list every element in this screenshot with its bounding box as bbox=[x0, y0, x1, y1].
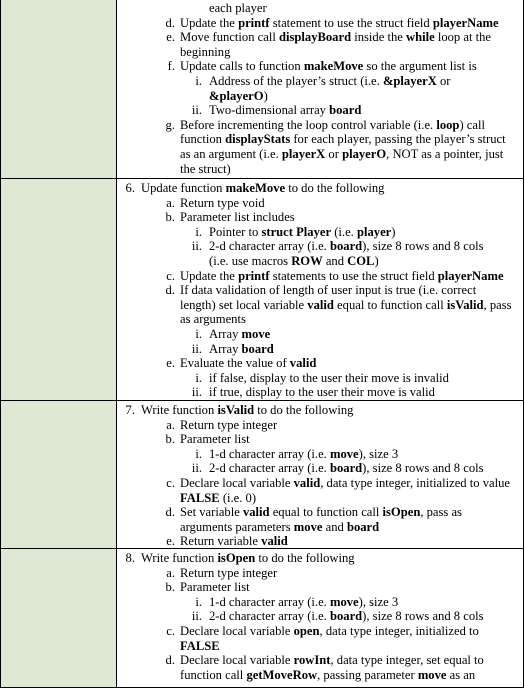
list-marker: ii. bbox=[191, 239, 202, 254]
instruction-line: Before incrementing the loop control variable (i.e. loop) call bbox=[180, 117, 485, 132]
list-marker: b. bbox=[165, 580, 175, 595]
list-marker: i. bbox=[195, 446, 202, 461]
instruction-line: beginning bbox=[180, 44, 231, 59]
shaded-label-cell bbox=[1, 401, 117, 548]
list-marker: i. bbox=[195, 594, 202, 609]
list-marker: g. bbox=[165, 117, 175, 132]
instruction-line: Return variable valid bbox=[180, 534, 288, 548]
instruction-line: length) set local variable valid equal to function call isValid, pass bbox=[180, 297, 512, 312]
instruction-line: Update calls to function makeMove so the argument list is bbox=[180, 59, 477, 74]
list-marker: c. bbox=[166, 624, 175, 638]
instruction-line: Update the printf statement to use the struct field playerName bbox=[180, 15, 499, 30]
instruction-line: Parameter list bbox=[180, 432, 250, 447]
instruction-line: Update the printf statements to use the struct field playerName bbox=[180, 268, 504, 283]
instruction-line: if true, display to the user their move is valid bbox=[209, 385, 435, 400]
list-marker: i. bbox=[195, 370, 202, 385]
instruction-line: as arguments bbox=[180, 312, 246, 327]
instruction-line: Write function isValid to do the following bbox=[141, 403, 354, 417]
instruction-cell bbox=[117, 179, 523, 400]
instruction-cell bbox=[117, 549, 523, 687]
instruction-line: 1-d character array (i.e. move), size 3 bbox=[209, 594, 399, 609]
list-marker: c. bbox=[166, 476, 175, 490]
list-marker: e. bbox=[166, 356, 175, 371]
list-marker: a. bbox=[166, 195, 175, 210]
instruction-line: Declare local variable open, data type integer, initialized to bbox=[180, 624, 479, 638]
instruction-line: function displayStats for each player, passing the player’s struct bbox=[180, 132, 506, 147]
shaded-label-cell bbox=[1, 179, 117, 400]
shaded-label-cell bbox=[1, 549, 117, 687]
instruction-line: Pointer to struct Player (i.e. player) bbox=[209, 224, 396, 239]
instruction-line: 2-d character array (i.e. board), size 8 rows and 8 cols bbox=[209, 609, 484, 624]
instruction-line: Move function call displayBoard inside the while loop at the bbox=[180, 30, 491, 45]
instruction-line: function call getMoveRow, passing parameter move as an bbox=[180, 667, 476, 682]
instruction-line: (i.e. use macros ROW and COL) bbox=[209, 254, 379, 268]
list-marker: c. bbox=[166, 268, 175, 283]
list-marker: ii. bbox=[191, 385, 202, 400]
list-marker: i. bbox=[195, 74, 202, 88]
list-marker: a. bbox=[166, 417, 175, 432]
instruction-cell bbox=[117, 0, 523, 178]
instruction-line: Address of the player’s struct (i.e. &playerX or bbox=[209, 74, 451, 88]
list-marker: 6. bbox=[125, 181, 135, 195]
instruction-line: 1-d character array (i.e. move), size 3 bbox=[209, 446, 399, 461]
instruction-line: Parameter list includes bbox=[180, 210, 295, 225]
instruction-line: Return type void bbox=[180, 195, 265, 210]
list-marker: i. bbox=[195, 224, 202, 239]
instruction-line: Array board bbox=[209, 341, 274, 356]
instruction-line: Set variable valid equal to function call isOpen, pass as bbox=[180, 505, 462, 520]
table-row bbox=[0, 548, 524, 688]
instruction-line: if false, display to the user their move is invalid bbox=[209, 370, 449, 385]
list-marker: i. bbox=[195, 327, 202, 341]
list-marker: d. bbox=[165, 15, 175, 30]
table-row bbox=[0, 400, 524, 549]
list-marker: e. bbox=[166, 30, 175, 45]
list-marker: 7. bbox=[125, 403, 135, 417]
instruction-line: Declare local variable valid, data type integer, initialized to value bbox=[180, 476, 510, 490]
list-marker: f. bbox=[167, 59, 175, 74]
table-row bbox=[0, 178, 524, 401]
instruction-line: Update function makeMove to do the following bbox=[141, 181, 385, 195]
list-marker: ii. bbox=[191, 461, 202, 476]
list-marker: ii. bbox=[191, 609, 202, 624]
instruction-line: Return type integer bbox=[180, 417, 278, 432]
instruction-line: as an argument (i.e. playerX or playerO, NOT as a pointer, just bbox=[180, 147, 504, 161]
instruction-line: Array move bbox=[209, 327, 271, 341]
list-marker: d. bbox=[165, 283, 175, 298]
instruction-line: Parameter list bbox=[180, 580, 250, 595]
instruction-line: Return type integer bbox=[180, 565, 278, 580]
instruction-line: FALSE (i.e. 0) bbox=[180, 490, 257, 505]
instruction-line: 2-d character array (i.e. board), size 8 rows and 8 cols bbox=[209, 239, 484, 254]
list-marker: 8. bbox=[125, 551, 135, 565]
instruction-line: &playerO) bbox=[209, 88, 268, 103]
instruction-cell bbox=[117, 401, 523, 548]
instruction-line: the struct) bbox=[180, 161, 231, 176]
shaded-label-cell bbox=[1, 0, 117, 178]
instruction-line: 2-d character array (i.e. board), size 8 rows and 8 cols bbox=[209, 461, 484, 476]
instruction-line: If data validation of length of user input is true (i.e. correct bbox=[180, 283, 477, 298]
instruction-line: FALSE bbox=[180, 638, 220, 653]
list-marker: a. bbox=[166, 565, 175, 580]
list-marker: d. bbox=[165, 653, 175, 668]
instruction-line: Declare local variable rowInt, data type integer, set equal to bbox=[180, 653, 484, 668]
instruction-line: each player bbox=[209, 1, 267, 15]
instruction-line: Write function isOpen to do the following bbox=[141, 551, 355, 565]
list-marker: d. bbox=[165, 505, 175, 520]
list-marker: e. bbox=[166, 534, 175, 548]
instruction-line: Evaluate the value of valid bbox=[180, 356, 317, 371]
instruction-line: arguments parameters move and board bbox=[180, 519, 380, 534]
instruction-line: Two-dimensional array board bbox=[209, 103, 362, 118]
list-marker: ii. bbox=[191, 341, 202, 356]
table-row bbox=[0, 0, 524, 179]
list-marker: b. bbox=[165, 210, 175, 225]
list-marker: b. bbox=[165, 432, 175, 447]
list-marker: ii. bbox=[191, 103, 202, 118]
